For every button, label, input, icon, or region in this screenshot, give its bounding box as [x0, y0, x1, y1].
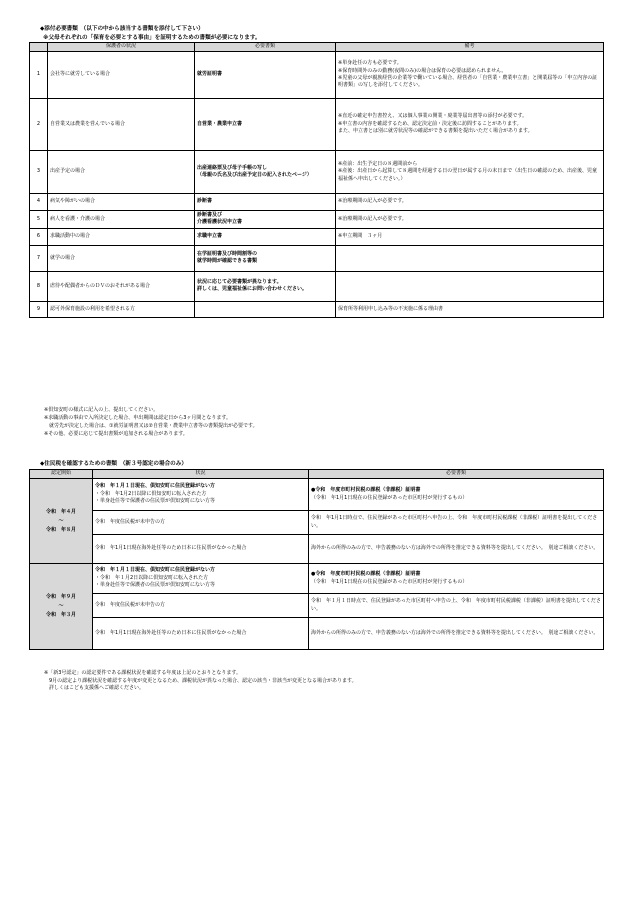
row-remarks: [336, 245, 604, 271]
section2-notes: [44, 670, 357, 693]
table-row: [30, 194, 604, 211]
table-row: [30, 479, 604, 511]
cell-line: ※産前：出生予定日の８週間前から: [338, 160, 418, 167]
note-line: 就労先が決定した場合は、①就労証明書又は②自営業・農業申立書等の書類提出が必要です。: [44, 423, 258, 429]
docs-cell: [309, 535, 604, 564]
period-line: ～: [58, 517, 64, 524]
row-remarks: [336, 52, 604, 99]
row-situation: 自営業又は農業を営んでいる場合: [48, 99, 195, 151]
cell-line: 海外からの所得のみの方で、申告義務のない方は海外での所得を推定できる資料等を提出してください。 別途ご相談ください。: [311, 545, 599, 552]
row-situation: 病人を看護・介護の場合: [48, 211, 195, 229]
docs-cell: [309, 511, 604, 535]
table-row: [30, 52, 604, 99]
table-row: [30, 535, 604, 564]
table-row: [30, 594, 604, 618]
cell-line: 令和 年１月１日現在、倶知安町に住民登録がない方: [95, 483, 216, 490]
cell-line: （母親の氏名及び出産予定日の記入されたページ）: [197, 172, 312, 178]
row-situation: 認可外保育施設の利用を希望される方: [48, 301, 195, 317]
cell-line: ※直近の確定申告書控え、又は個人事業の開業・廃業等届出書等の添付が必要です。: [338, 113, 528, 120]
row-situation: 求職活動中の場合: [48, 228, 195, 245]
header-start: 認定開始: [30, 470, 93, 479]
row-number: 4: [30, 194, 48, 211]
cell-line: 令和 年度住民税が未申告の方: [95, 518, 166, 525]
note-line: 9月の認定より課税状況を確認する年度が変更となるため、課税状況が異なった場合、認定の該当・非該当が変更となる場合があります。: [44, 677, 357, 684]
row-situation: 出産予定の場合: [48, 151, 195, 194]
note-line: ※その他、必要に応じて提出書類が追加される場合があります。: [44, 431, 188, 437]
docs-cell: [309, 564, 604, 594]
section2-title: ◆住民税を確認するための書類 （新３号認定の場合のみ）: [40, 461, 187, 467]
cell-line: 診断書及び: [197, 212, 223, 218]
table-row: [30, 271, 604, 301]
header-docs: 必要書類: [309, 470, 604, 479]
row-situation: 病気や障がいの場合: [48, 194, 195, 211]
required-documents-table: [29, 42, 604, 318]
cell-line: （令和 年1月1日現在の住民登録があった市区町村が発行するもの）: [311, 494, 468, 501]
header-situation: 保護者の状況: [48, 43, 195, 52]
period-line: 令和 年４月: [45, 508, 76, 515]
row-document: 就労証明書: [195, 52, 336, 99]
row-document: 自営業・農業申立書: [195, 99, 336, 151]
cell-line: ・単身赴任等で保護者の住民票が倶知安町にない方等: [95, 498, 216, 505]
cell-line: 令和 年1月1日現在海外赴任等のため日本に住民票がなかった場合: [95, 629, 247, 636]
period-line: 令和 年３月: [45, 612, 76, 618]
cell-line: ※児童の父母が親族経営の企業等で働いている場合、経営者の「自営業・農業申立書」と開業届等の「申立内容の証明書類」の写しを添付してください。: [338, 75, 598, 89]
cell-line: ●令和 年度市町村民税の課税（非課税）証明書: [311, 487, 421, 494]
cell-line: ※申立書の内容を確認するため、認定決定前・決定後に訪問することがあります。: [338, 120, 522, 127]
section1-subtitle: ※父母それぞれの「保育を必要とする事由」を証明するための書類が必要になります。: [43, 35, 261, 41]
note-line: ※倶知安町の様式に記入の上、提出してください。: [44, 407, 159, 413]
row-number: 7: [30, 245, 48, 271]
status-cell: [93, 618, 309, 650]
docs-cell: [309, 479, 604, 511]
row-situation: 就学の場合: [48, 245, 195, 271]
cell-line: 令和 年度住民税が未申告の方: [95, 601, 166, 608]
table-row: [30, 618, 604, 650]
row-remarks: 保育所等利用申し込み等の不実施に係る理由書: [336, 301, 604, 317]
section1-notes: [44, 406, 258, 438]
section1-title: ◆添付必要書類 （以下の中から該当する書類を添付して下さい）: [40, 26, 204, 32]
row-remarks: [336, 151, 604, 194]
row-number: 5: [30, 211, 48, 229]
cell-line: 令和 年１月１日現在、倶知安町に住民登録がない方: [95, 567, 216, 574]
row-remarks: ※申立期間 ３ヶ月: [336, 228, 604, 245]
table-row: [30, 211, 604, 229]
row-document: [195, 245, 336, 271]
cell-line: （令和 年1月1日現在の住民登録があった市区町村が発行するもの）: [311, 578, 468, 585]
cell-line: ・令和 年1月2日以降に倶知安町に転入された方: [95, 490, 207, 497]
row-remarks: ※治療期間の記入が必要です。: [336, 211, 604, 229]
status-cell: [93, 535, 309, 564]
period-line: 令和 年８月: [45, 526, 76, 533]
period-cell: [30, 479, 93, 564]
table-header-row: [30, 43, 604, 52]
row-document: [195, 151, 336, 194]
status-cell: [93, 479, 309, 511]
cell-line: また、申立書とは別に就労状況等の確認ができる書類を提出いただく場合があります。: [338, 128, 533, 135]
cell-line: ●令和 年度市町村民税の課税（非課税）証明書: [311, 571, 421, 578]
table-row: [30, 301, 604, 317]
row-remarks: [336, 271, 604, 301]
table-header-row: [30, 470, 604, 479]
table-row: [30, 99, 604, 151]
row-situation: 会社等に就労している場合: [48, 52, 195, 99]
table-row: [30, 228, 604, 245]
cell-line: ・令和 年１月2日以降に倶知安町に転入された方: [95, 574, 209, 581]
header-remarks: 備考: [336, 43, 604, 52]
row-document: [195, 301, 336, 317]
cell-line: 海外からの所得のみの方で、申告義務のない方は海外での所得を推定できる資料等を提出してください。 別途ご相談ください。: [311, 629, 599, 636]
cell-line: 在学証明書及び時間割等の: [197, 250, 258, 257]
header-blank: [30, 43, 48, 52]
table-row: [30, 245, 604, 271]
cell-line: ※産後：出産日から起算して８週間を経過する日の翌日が属する月の末日まで（出生日の確認のため、出産後、児童福祉係へ申出してください。）: [338, 168, 597, 182]
row-number: 1: [30, 52, 48, 99]
row-number: 8: [30, 271, 48, 301]
cell-line: 出産連絡票及び母子手帳の写し: [197, 164, 268, 171]
row-number: 2: [30, 99, 48, 151]
status-cell: [93, 564, 309, 594]
row-document: 診断書: [195, 194, 336, 211]
table-row: [30, 511, 604, 535]
row-document: 求職申立書: [195, 228, 336, 245]
row-document: [195, 271, 336, 301]
cell-line: 令和 年1月1日現在海外赴任等のため日本に住民票がなかった場合: [95, 545, 247, 552]
row-situation: 虐待や配偶者からのＤＶのおそれがある場合: [48, 271, 195, 301]
header-documents: 必要書類: [195, 43, 336, 52]
note-line: ※求職活動の事由で入所決定した場合、申出期間は認定日から3ヶ月間となります。: [44, 415, 231, 421]
row-document: [195, 211, 336, 229]
row-remarks: ※治療期間の記入が必要です。: [336, 194, 604, 211]
header-status: 状況: [93, 470, 309, 479]
row-number: 9: [30, 301, 48, 317]
cell-line: 詳しくは、児童福祉係にお問い合わせください。: [197, 286, 308, 293]
note-line: 詳しくはこども支援係へご確認ください。: [44, 685, 145, 692]
docs-cell: [309, 618, 604, 650]
row-number: 3: [30, 151, 48, 194]
status-cell: [93, 511, 309, 535]
cell-line: 令和 年１月１日時点で、住民登録があった市区町村へ申告の上、令和 年度市町村民税課税（非課税）証明書を提出してください。: [311, 598, 601, 612]
cell-line: 介護看護状況申立書: [197, 219, 243, 226]
period-line: 令和 年９月: [45, 594, 76, 600]
period-cell: [30, 564, 93, 650]
cell-line: ※単身赴任の方も必要です。: [338, 60, 402, 67]
table-row: [30, 151, 604, 194]
cell-line: 状況に応じて必要書類が異なります。: [197, 278, 282, 285]
table-row: [30, 564, 604, 594]
note-line: ※「新3号認定」の認定要件である課税状況を確認する年度は上記のとおりとなります。: [44, 670, 241, 676]
row-number: 6: [30, 228, 48, 245]
status-cell: [93, 594, 309, 618]
cell-line: 令和 年1月1日時点で、住民登録があった市区町村へ申告の上、令和 年度市町村民税課税（非課税）証明書を提出してください。: [311, 515, 598, 529]
docs-cell: [309, 594, 604, 618]
resident-tax-table: [29, 469, 604, 650]
cell-line: ※保育時間外のみの勤務(夜間のみ)の場合は保育の必要は認められません。: [338, 67, 507, 74]
cell-line: ・単身赴任等で保護者の住民票が倶知安町にない方等: [95, 582, 216, 589]
row-remarks: [336, 99, 604, 151]
cell-line: 就学時間が確認できる書類: [197, 258, 258, 265]
period-line: ～: [58, 603, 64, 609]
